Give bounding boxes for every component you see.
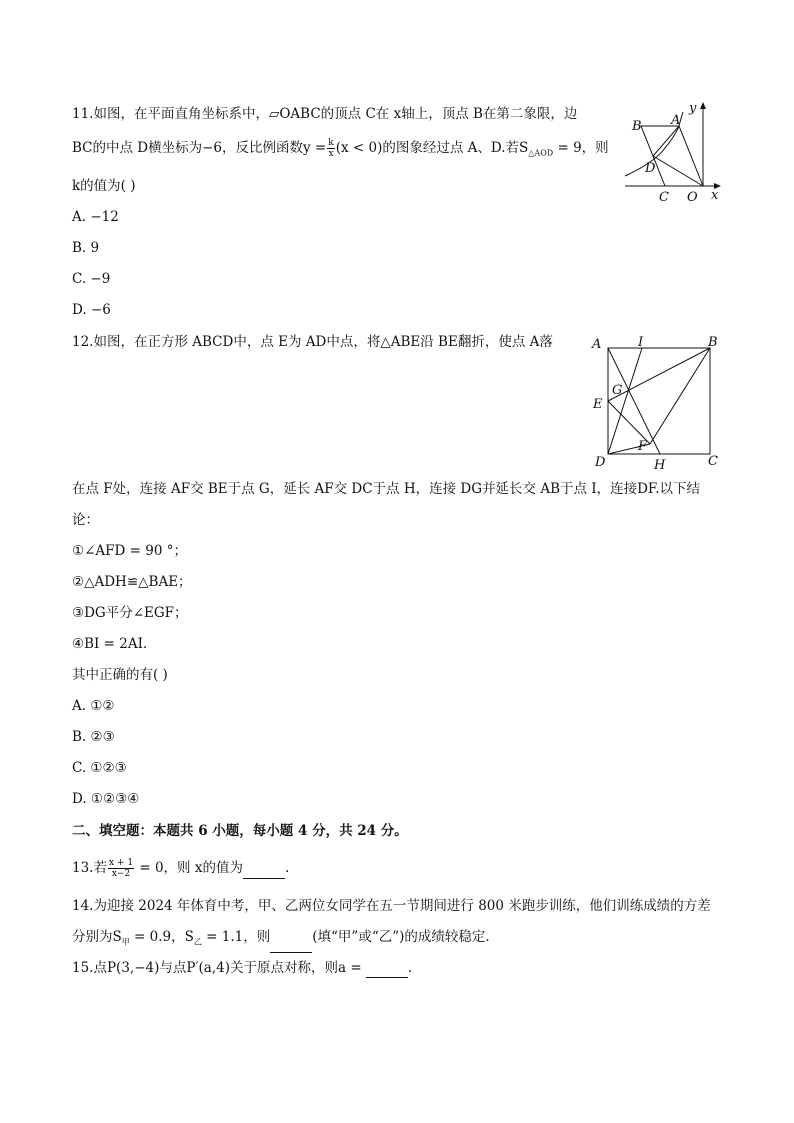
q11-option-c: C. −9 [72,271,111,287]
q12-conclusion-4: ④BI = 2AI. [72,636,148,652]
segment-di [608,348,642,454]
parallelogram-oabc [641,126,703,186]
label-x: x [711,188,719,203]
label-h: H [654,458,666,472]
q12-option-b: B. ②③ [72,729,115,745]
label-b: B [708,335,718,350]
y-axis-arrow [700,102,706,109]
section-2-title: 二、填空题：本题共 6 小题，每小题 4 分，共 24 分。 [72,823,408,839]
segment-ad [653,126,679,156]
q11-option-a: A. −12 [72,209,119,225]
label-f: F [638,439,648,454]
q14-answer-blank[interactable] [270,938,312,953]
q11-line3: k的值为( ) [72,178,136,194]
segment-be [608,348,710,401]
label-a: A [671,113,681,128]
label-c: C [659,190,669,205]
q14-line2: 分别为$S_甲 = 0.9$，$S_乙 = 1.1$，则 (填“甲”或“乙”)的成绩较稳定. [72,927,490,953]
label-b: B [632,119,642,134]
q12-figure [588,332,723,472]
q12-conclusion-1: ①∠AFD = 90 °； [72,543,187,559]
square-abcd [608,348,710,454]
q11-option-d: D. −6 [72,302,111,318]
q13-fraction: $\frac{x + 1}{x-2}$ [108,858,134,879]
q11-line1: 11.如图，在平面直角坐标系中，▱OABC的顶点 C在 x轴上，顶点 B在第二象限，边 [72,106,578,122]
q12-option-d: D. ①②③④ [72,791,140,807]
q12-question: 其中正确的有( ) [72,667,168,683]
q15-answer-blank[interactable] [366,963,408,978]
label-d: D [595,455,606,470]
segment-ah [608,348,660,454]
segment-od [653,156,703,186]
q12-option-a: A. ①② [72,698,115,714]
label-y: y [689,101,697,116]
q14-line1: 14.为迎接 2024 年体育中考，甲、乙两位女同学在五一节期间进行 800 米跑步训练，他们训练成绩的方差 [72,898,711,914]
label-o: O [687,190,698,205]
label-a: A [592,337,602,352]
label-d: D [645,161,656,176]
segment-ef [608,401,650,444]
q11-figure [615,100,725,205]
q12-conclusion-2: ②△ADH≌△BAE； [72,574,192,590]
label-c: C [708,454,718,469]
q12-line2: 在点 F处，连接 AF交 BE于点 G，延长 AF交 DC于点 H，连接 DG并延长交 AB于点 I，连接DF.以下结 [72,481,700,497]
q11-fraction: $\frac{k}{x}$ [328,138,334,159]
q12-option-c: C. ①②③ [72,760,127,776]
q12-line1: 12.如图，在正方形 ABCD中，点 E为 AD中点，将△ABE沿 BE翻折，使点 A落 [72,334,553,350]
q13-line: 13.若 $\frac{x + 1}{x-2}$ = 0，则 x的值为 . [72,858,290,879]
q11-option-b: B. 9 [72,240,100,256]
q12-conclusion-3: ③DG平分∠EGF； [72,605,188,621]
label-i: I [638,335,644,350]
q15-line: 15.点P(3,−4)与点P′(a,4)关于原点对称，则a = . [72,960,413,976]
q13-answer-blank[interactable] [243,864,285,879]
label-e: E [593,397,603,412]
q11-line2: BC的中点 D横坐标为−6，反比例函数y = $\frac{k}{x}$ (x < 0)的图象经过点 A、D.若$S_{\triangle AOD} = 9$，则 [72,138,609,159]
label-g: G [612,383,623,398]
q12-line3: 论： [72,512,99,528]
segment-bf [650,348,710,444]
